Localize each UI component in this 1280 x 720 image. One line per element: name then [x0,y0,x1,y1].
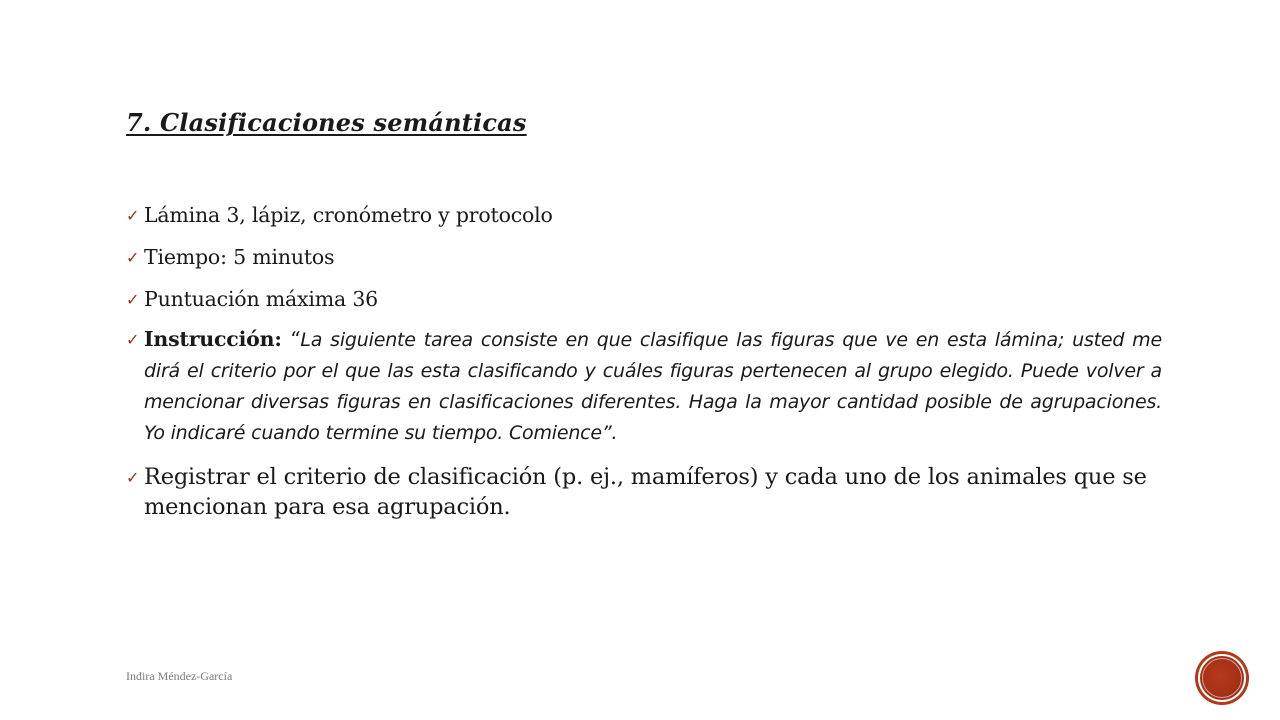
quote-open: “ [281,327,301,351]
decorative-circle-icon [1198,654,1246,702]
list-item [126,462,1162,522]
bullet-list [126,200,1162,536]
list-item [126,200,1162,230]
bullet-text: Puntuación máxima 36 [144,287,379,311]
footer-author: Indira Méndez-García [126,669,233,683]
list-item [126,284,1162,314]
list-item [126,242,1162,272]
bullet-text: Registrar el criterio de clasificación (p. ej., mamíferos) y cada uno de los animales que se mencionan para esa agrupación. [144,464,1147,520]
checkmark-icon: ✓ [126,248,140,267]
checkmark-icon: ✓ [126,206,140,225]
list-item-instruction [126,324,1162,448]
bullet-text: Lámina 3, lápiz, cronómetro y protocolo [144,203,553,227]
instruction-text: La siguiente tarea consiste en que clasifique las figuras que ve en esta lámina; usted me dirá el criterio por el que las esta clasificando y cuáles figuras pertenecen al grupo elegido. Puede volver a mencionar diversas figuras en clasificaciones diferentes. Haga la mayor cantidad posible de agrupaciones. Yo indicaré cuando termine su tiempo. Comience”. [144,329,1162,444]
instruction-label: Instrucción: [144,327,282,351]
slide-title: 7. Clasificaciones semánticas [126,108,527,137]
checkmark-icon: ✓ [126,290,140,309]
checkmark-icon: ✓ [126,330,140,349]
bullet-text: Tiempo: 5 minutos [144,245,335,269]
checkmark-icon: ✓ [126,468,140,487]
